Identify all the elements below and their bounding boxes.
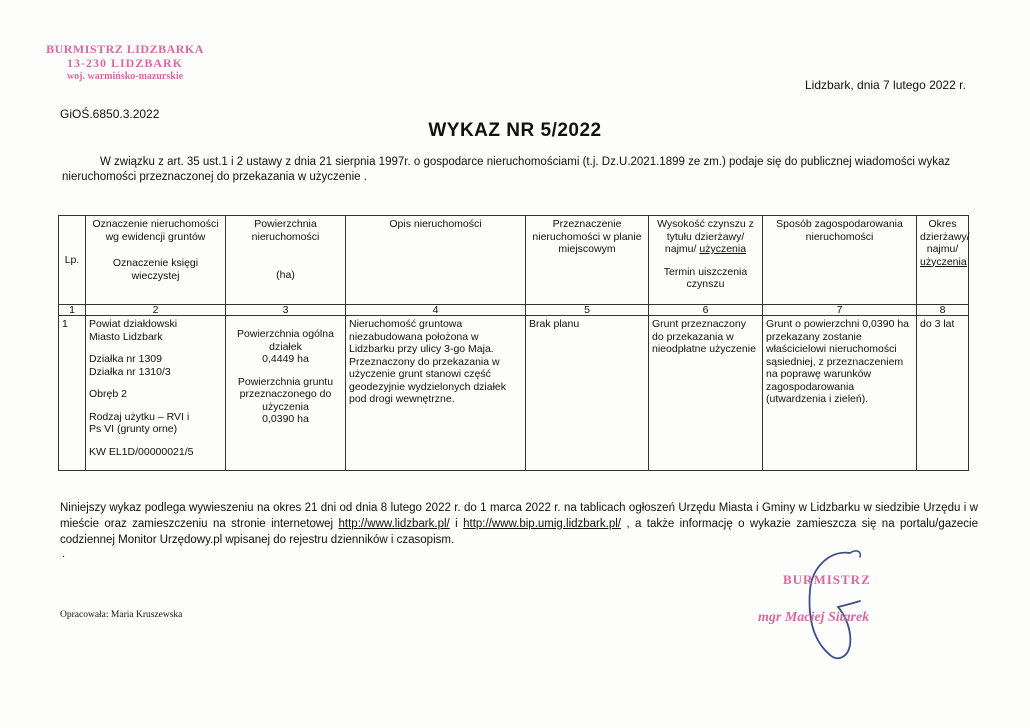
mayor-title-stamp: BURMISTRZ <box>783 572 871 587</box>
row-county: Powiat działdowski <box>89 318 178 330</box>
row-lp: 1 <box>59 316 86 471</box>
header-area <box>226 216 346 305</box>
row-area-lent-value: 0,0390 ha <box>262 413 309 425</box>
table-row <box>59 316 969 471</box>
office-stamp <box>40 42 210 84</box>
closing-text-2: , a także informację o wykazie zamieszcza się na portalu/gazecie codziennej Monitor Urzędowy.pl wpisanej do rejestru dzienników i czasopism. <box>60 518 978 546</box>
header-area-label: Powierzchnia nieruchomości <box>251 218 320 243</box>
header-development: Sposób zagospodarowania nieruchomości <box>763 216 917 305</box>
column-number: 7 <box>763 305 917 316</box>
row-land-use-1: Rodzaj użytku – RVI i <box>89 410 190 423</box>
column-number: 5 <box>526 305 649 316</box>
mayor-name-stamp: mgr Maciej Sitarek <box>758 610 870 625</box>
row-area-lent-label: Powierzchnia gruntu przeznaczonego do użyczenia <box>237 375 334 413</box>
header-rent-deadline: Termin uiszczenia czynszu <box>663 265 748 290</box>
table-header-row <box>59 216 969 305</box>
row-development: Grunt o powierzchni 0,0390 ha przekazany zostanie właścicielowi nieruchomości sąsiedniej, z przeznaczeniem na poprawę warunków zagospodarowania (utwardzenia i zieleń). <box>763 316 917 471</box>
stamp-line-1: BURMISTRZ LIDZBARKA <box>46 42 204 56</box>
link-lidzbark[interactable]: http://www.lidzbark.pl/ <box>338 518 450 530</box>
row-purpose: Brak planu <box>526 316 649 471</box>
row-area <box>226 316 346 471</box>
column-number: 6 <box>649 305 763 316</box>
header-designation-registry: Oznaczenie nieruchomości wg ewidencji gruntów <box>92 218 219 243</box>
header-rent-label: Wysokość czynszu z tytułu dzierżawy/ najmu/ <box>657 218 754 255</box>
header-period-label: Okres dzierżawy/ najmu/ <box>920 218 970 255</box>
row-plot-1: Działka nr 1309 <box>89 353 162 365</box>
stray-dot: . <box>62 548 66 560</box>
header-designation <box>86 216 226 305</box>
intro-paragraph: W związku z art. 35 ust.1 i 2 ustawy z dnia 21 sierpnia 1997r. o gospodarce nieruchomościami (t.j. Dz.U.2021.1899 ze zm.) podaje się do publicznej wiadomości wykaz nieruchomości przeznaczonej do przekazania w użyczenie . <box>62 156 951 183</box>
row-plot-2: Działka nr 1310/3 <box>89 365 171 378</box>
column-number-row <box>59 305 969 316</box>
column-number: 2 <box>86 305 226 316</box>
reference-number: GiOŚ.6850.3.2022 <box>60 107 160 121</box>
link-bip[interactable]: http://www.bip.umig.lidzbark.pl/ <box>463 518 621 530</box>
row-precinct: Obręb 2 <box>89 388 127 400</box>
header-period-lending: użyczenia <box>920 255 967 268</box>
header-rent-lending: użyczenia <box>699 243 747 255</box>
row-area-total-label: Powierzchnia ogólna działek <box>237 328 334 353</box>
header-period <box>917 216 969 305</box>
row-period: do 3 lat <box>917 316 969 471</box>
row-rent: Grunt przeznaczony do przekazania w nieodpłatne użyczenie <box>649 316 763 471</box>
header-description: Opis nieruchomości <box>346 216 526 305</box>
column-number: 1 <box>59 305 86 316</box>
row-land-use-2: Ps VI (grunty orne) <box>89 423 178 435</box>
prepared-by: Opracowała: Maria Kruszewska <box>60 610 183 620</box>
header-purpose: Przeznaczenie nieruchomości w planie miejscowym <box>526 216 649 305</box>
handwritten-signature <box>790 545 885 670</box>
property-table <box>58 215 969 471</box>
row-description: Nieruchomość gruntowa niezabudowana położona w Lidzbarku przy ulicy 3-go Maja. Przeznaczony do przekazania w użyczenie grunt stanowi część geodezyjnie wydzielonych działek pod drogi wewnętrzne. <box>346 316 526 471</box>
closing-text-1: Niniejszy wykaz podlega wywieszeniu na okres 21 dni od dnia 8 lutego 2022 r. do 1 marca 2022 r. na tablicach ogłoszeń Urzędu Miasta i Gminy w Lidzbarku w siedzibie Urzędu i w mieście oraz zamieszczeniu na stronie internetowej <box>60 502 978 530</box>
row-land-register: KW EL1D/00000021/5 <box>89 445 194 458</box>
row-area-total-value: 0,4449 ha <box>262 353 309 365</box>
row-town: Miasto Lidzbark <box>89 330 163 343</box>
header-area-unit: (ha) <box>276 269 295 281</box>
row-designation <box>86 316 226 471</box>
header-land-register: Oznaczenie księgi wieczystej <box>112 257 199 282</box>
stamp-line-2: 13-230 LIDZBARK <box>66 56 183 70</box>
document-title: WYKAZ NR 5/2022 <box>428 120 602 141</box>
closing-paragraph <box>60 500 978 548</box>
header-lp: Lp. <box>59 216 86 305</box>
header-rent <box>649 216 763 305</box>
document-date: Lidzbark, dnia 7 lutego 2022 r. <box>805 78 966 92</box>
column-number: 8 <box>917 305 969 316</box>
closing-separator: i <box>449 518 464 530</box>
stamp-line-3: woj. warmińsko-mazurskie <box>66 71 184 82</box>
column-number: 4 <box>346 305 526 316</box>
column-number: 3 <box>226 305 346 316</box>
